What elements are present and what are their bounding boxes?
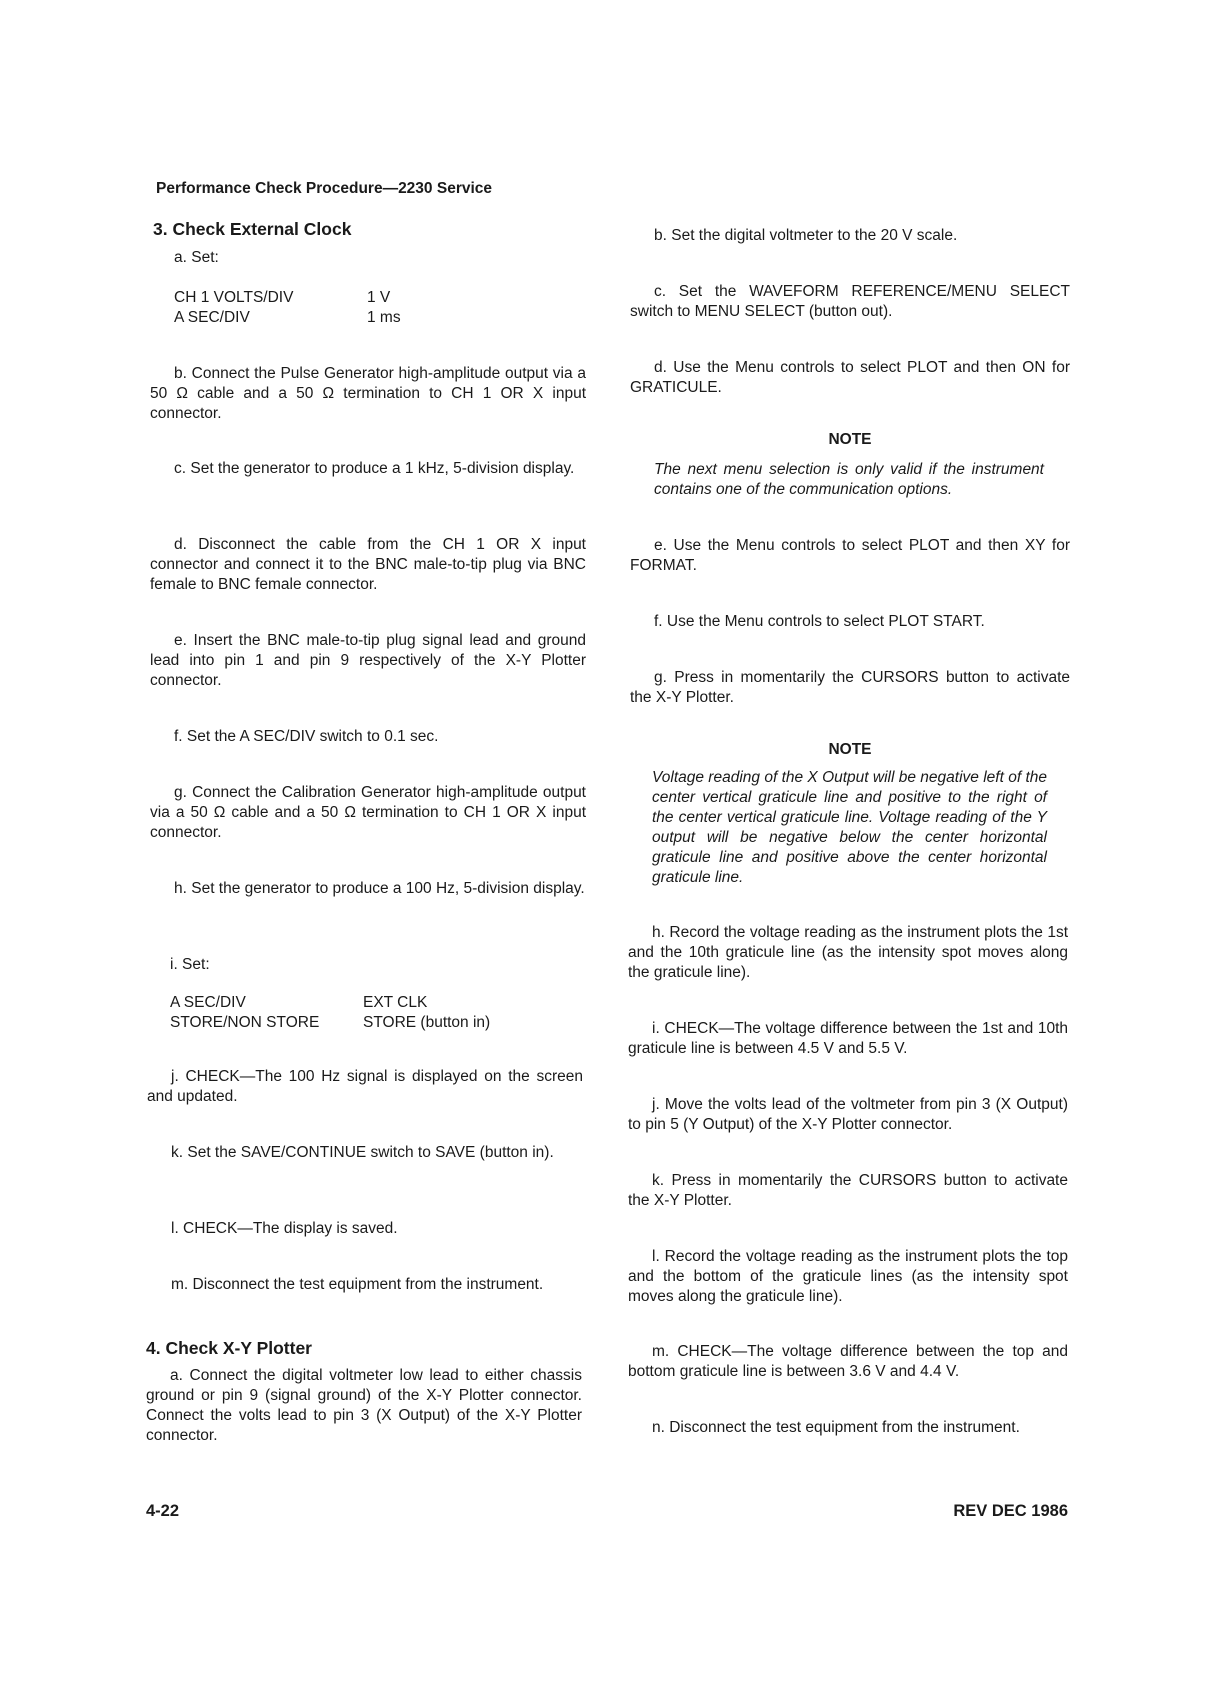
note-2-body: Voltage reading of the X Output will be negative left of the center vertical graticule line and positive to the right of the center vertical graticule line. Voltage reading of the Y output will be negative below the center horizontal graticule line and positive above the center horizontal graticule line. xyxy=(652,769,1047,886)
setting-value: 1 V xyxy=(367,289,391,306)
step-4e: e. Use the Menu controls to select PLOT and then XY for FORMAT. xyxy=(630,537,1070,574)
step-4h: h. Record the voltage reading as the instrument plots the 1st and the 10th graticule line (as the intensity spot moves along the graticule line). xyxy=(628,924,1068,981)
setting-value: 1 ms xyxy=(367,309,401,326)
note-1-title: NOTE xyxy=(828,431,872,448)
setting-name: A SEC/DIV xyxy=(170,994,246,1011)
step-3e: e. Insert the BNC male-to-tip plug signal lead and ground lead into pin 1 and pin 9 respectively of the X-Y Plotter connector. xyxy=(150,632,586,689)
setting-value: STORE (button in) xyxy=(363,1014,491,1031)
step-3a-settings xyxy=(174,288,454,328)
step-4k: k. Press in momentarily the CURSORS button to activate the X-Y Plotter. xyxy=(628,1172,1068,1209)
step-3f: f. Set the A SEC/DIV switch to 0.1 sec. xyxy=(174,728,439,745)
note-2-title: NOTE xyxy=(828,741,872,758)
step-3b: b. Connect the Pulse Generator high-amplitude output via a 50 Ω cable and a 50 Ω termination to CH 1 OR X input connector. xyxy=(150,365,586,422)
step-3a-label: a. Set: xyxy=(174,249,219,266)
setting-name: A SEC/DIV xyxy=(174,309,250,326)
step-4i: i. CHECK—The voltage difference between the 1st and 10th graticule line is between 4.5 V and 5.5 V. xyxy=(628,1020,1068,1057)
page-header: Performance Check Procedure—2230 Service xyxy=(156,180,493,197)
step-4b: b. Set the digital voltmeter to the 20 V scale. xyxy=(654,227,958,244)
step-3d: d. Disconnect the cable from the CH 1 OR X input connector and connect it to the BNC male-to-tip plug via BNC female to BNC female connector. xyxy=(150,536,586,593)
step-4l: l. Record the voltage reading as the instrument plots the top and the bottom of the graticule lines (as the intensity spot moves along the graticule line). xyxy=(628,1248,1068,1305)
step-3j: j. CHECK—The 100 Hz signal is displayed on the screen and updated. xyxy=(147,1068,583,1105)
step-3i-settings xyxy=(170,993,570,1033)
setting-name: STORE/NON STORE xyxy=(170,1014,320,1031)
note-1-body: The next menu selection is only valid if the instrument contains one of the communication options. xyxy=(654,461,1044,498)
step-4n: n. Disconnect the test equipment from the instrument. xyxy=(652,1419,1020,1436)
step-3m: m. Disconnect the test equipment from the instrument. xyxy=(171,1276,544,1293)
step-3g: g. Connect the Calibration Generator high-amplitude output via a 50 Ω cable and a 50 Ω termination to CH 1 OR X input connector. xyxy=(150,784,586,841)
step-4m: m. CHECK—The voltage difference between the top and bottom graticule line is between 3.6 V and 4.4 V. xyxy=(628,1343,1068,1380)
revision-date: REV DEC 1986 xyxy=(953,1502,1068,1520)
page-number: 4-22 xyxy=(146,1502,180,1520)
step-4d: d. Use the Menu controls to select PLOT and then ON for GRATICULE. xyxy=(630,359,1070,396)
step-4a: a. Connect the digital voltmeter low lead to either chassis ground or pin 9 (signal ground) of the X-Y Plotter connector. Connect the volts lead to pin 3 (X Output) of the X-Y Plotter connector. xyxy=(146,1367,582,1444)
section-4-title: 4. Check X-Y Plotter xyxy=(146,1338,312,1358)
step-4j: j. Move the volts lead of the voltmeter from pin 3 (X Output) to pin 5 (Y Output) of the X-Y Plotter connector. xyxy=(628,1096,1068,1133)
setting-name: CH 1 VOLTS/DIV xyxy=(174,289,294,306)
setting-value: EXT CLK xyxy=(363,994,428,1011)
step-4f: f. Use the Menu controls to select PLOT START. xyxy=(654,613,985,630)
step-3l: l. CHECK—The display is saved. xyxy=(171,1220,398,1237)
section-3-title: 3. Check External Clock xyxy=(153,219,352,239)
step-3h: h. Set the generator to produce a 100 Hz, 5-division display. xyxy=(174,880,585,897)
step-4c: c. Set the WAVEFORM REFERENCE/MENU SELECT switch to MENU SELECT (button out). xyxy=(630,283,1070,320)
step-3i-label: i. Set: xyxy=(170,956,210,973)
step-3k: k. Set the SAVE/CONTINUE switch to SAVE (button in). xyxy=(171,1144,554,1161)
step-3c: c. Set the generator to produce a 1 kHz, 5-division display. xyxy=(174,460,575,477)
step-4g: g. Press in momentarily the CURSORS button to activate the X-Y Plotter. xyxy=(630,669,1070,706)
